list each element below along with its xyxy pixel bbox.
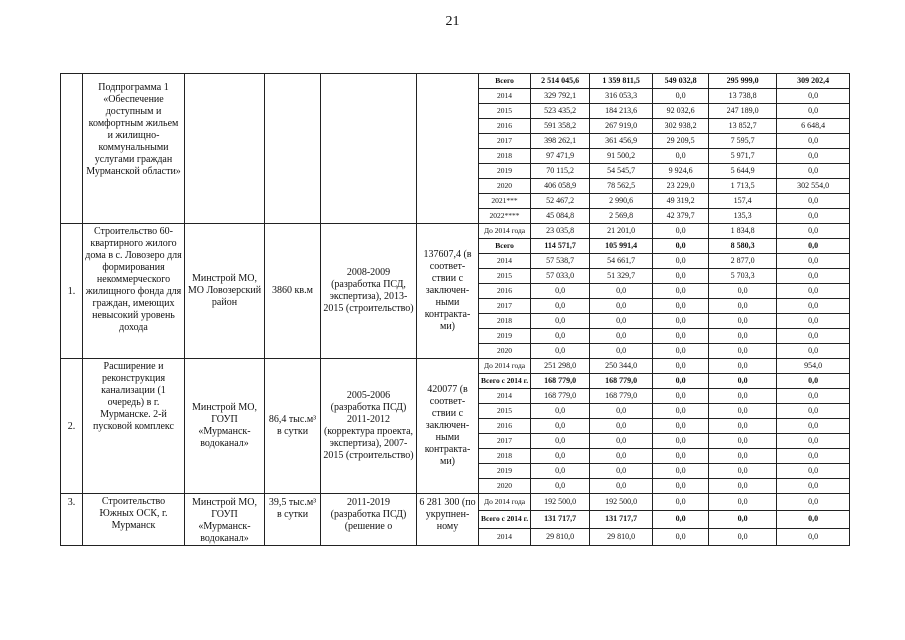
total-cell: 0,0 [531, 344, 590, 359]
year-cell: 2015 [479, 404, 531, 419]
extra-cell: 0,0 [777, 374, 850, 389]
local-cell: 0,0 [709, 374, 777, 389]
regional-cell: 0,0 [653, 528, 709, 545]
total-cell: 0,0 [531, 284, 590, 299]
period: 2008-2009 (разработка ПСД, экспертиза), 2013-2015 (строительство) [321, 224, 417, 359]
year-cell: 2020 [479, 479, 531, 494]
total-cell: 0,0 [531, 314, 590, 329]
local-cell: 247 189,0 [709, 104, 777, 119]
local-cell: 0,0 [709, 329, 777, 344]
extra-cell: 0,0 [777, 194, 850, 209]
federal-cell: 0,0 [590, 404, 653, 419]
year-cell: 2016 [479, 119, 531, 134]
year-cell: До 2014 года [479, 224, 531, 239]
federal-cell: 0,0 [590, 479, 653, 494]
extra-cell: 0,0 [777, 89, 850, 104]
year-cell: 2017 [479, 134, 531, 149]
regional-cell: 0,0 [653, 464, 709, 479]
total-cell: 45 084,8 [531, 209, 590, 224]
total-cell: 57 538,7 [531, 254, 590, 269]
federal-cell: 0,0 [590, 344, 653, 359]
regional-cell: 9 924,6 [653, 164, 709, 179]
local-cell: 1 713,5 [709, 179, 777, 194]
extra-cell: 0,0 [777, 344, 850, 359]
federal-cell: 0,0 [590, 314, 653, 329]
year-cell: 2015 [479, 269, 531, 284]
federal-cell: 78 562,5 [590, 179, 653, 194]
year-cell: 2014 [479, 254, 531, 269]
federal-cell: 21 201,0 [590, 224, 653, 239]
year-cell: До 2014 года [479, 494, 531, 511]
regional-cell: 302 938,2 [653, 119, 709, 134]
table-row [61, 494, 850, 511]
year-cell: 2022**** [479, 209, 531, 224]
table-row [61, 359, 850, 374]
row-number [61, 74, 83, 224]
extra-cell: 302 554,0 [777, 179, 850, 194]
federal-cell: 250 344,0 [590, 359, 653, 374]
local-cell: 2 877,0 [709, 254, 777, 269]
year-cell: 2019 [479, 464, 531, 479]
regional-cell: 0,0 [653, 329, 709, 344]
regional-cell: 0,0 [653, 479, 709, 494]
total-cell: 131 717,7 [531, 511, 590, 528]
total-cell: 523 435,2 [531, 104, 590, 119]
extra-cell: 0,0 [777, 104, 850, 119]
total-cell: 0,0 [531, 434, 590, 449]
extra-cell: 0,0 [777, 134, 850, 149]
page-number: 21 [445, 14, 460, 29]
regional-cell: 29 209,5 [653, 134, 709, 149]
budget-table [60, 73, 850, 546]
total-cell: 398 262,1 [531, 134, 590, 149]
total-cell: 114 571,7 [531, 239, 590, 254]
federal-cell: 184 213,6 [590, 104, 653, 119]
federal-cell: 0,0 [590, 284, 653, 299]
row-number: 1. [61, 224, 83, 359]
object-name: Строительство 60-квартирного жилого дома в с. Ловозеро для формирования некоммерческого жилищного фонда для граждан, имеющих невысокий уровень дохода [83, 224, 185, 359]
regional-cell: 92 032,6 [653, 104, 709, 119]
year-cell: 2015 [479, 104, 531, 119]
year-cell: Всего [479, 239, 531, 254]
extra-cell: 0,0 [777, 164, 850, 179]
extra-cell: 0,0 [777, 254, 850, 269]
local-cell: 5 971,7 [709, 149, 777, 164]
federal-cell: 192 500,0 [590, 494, 653, 511]
capacity: 3860 кв.м [265, 224, 321, 359]
year-cell: 2017 [479, 299, 531, 314]
total-cell: 329 792,1 [531, 89, 590, 104]
capacity [265, 74, 321, 224]
year-cell: 2019 [479, 164, 531, 179]
total-cell: 23 035,8 [531, 224, 590, 239]
extra-cell: 0,0 [777, 224, 850, 239]
extra-cell: 0,0 [777, 329, 850, 344]
local-cell: 0,0 [709, 284, 777, 299]
local-cell: 0,0 [709, 494, 777, 511]
federal-cell: 168 779,0 [590, 389, 653, 404]
regional-cell: 0,0 [653, 511, 709, 528]
local-cell: 0,0 [709, 389, 777, 404]
cost-estimate [417, 74, 479, 224]
total-cell: 251 298,0 [531, 359, 590, 374]
period [321, 74, 417, 224]
year-cell: 2017 [479, 434, 531, 449]
regional-cell: 49 319,2 [653, 194, 709, 209]
extra-cell: 0,0 [777, 149, 850, 164]
regional-cell: 0,0 [653, 284, 709, 299]
total-cell: 57 033,0 [531, 269, 590, 284]
total-cell: 0,0 [531, 299, 590, 314]
capacity: 39,5 тыс.м³ в сутки [265, 494, 321, 546]
extra-cell: 0,0 [777, 528, 850, 545]
extra-cell: 0,0 [777, 389, 850, 404]
total-cell: 192 500,0 [531, 494, 590, 511]
extra-cell: 0,0 [777, 511, 850, 528]
year-cell: 2016 [479, 284, 531, 299]
total-cell: 70 115,2 [531, 164, 590, 179]
total-cell: 406 058,9 [531, 179, 590, 194]
total-cell: 0,0 [531, 449, 590, 464]
period: 2005-2006 (разработка ПСД) 2011-2012 (корректура проекта, экспертиза), 2007-2015 (строительство) [321, 359, 417, 494]
local-cell: 0,0 [709, 434, 777, 449]
table-row [61, 224, 850, 239]
local-cell: 0,0 [709, 511, 777, 528]
regional-cell: 42 379,7 [653, 209, 709, 224]
total-cell: 0,0 [531, 479, 590, 494]
federal-cell: 1 359 811,5 [590, 74, 653, 89]
regional-cell: 0,0 [653, 89, 709, 104]
federal-cell: 316 053,3 [590, 89, 653, 104]
federal-cell: 0,0 [590, 464, 653, 479]
extra-cell: 0,0 [777, 419, 850, 434]
total-cell: 0,0 [531, 419, 590, 434]
regional-cell: 0,0 [653, 224, 709, 239]
year-cell: 2020 [479, 344, 531, 359]
extra-cell: 0,0 [777, 209, 850, 224]
federal-cell: 51 329,7 [590, 269, 653, 284]
year-cell: Всего [479, 74, 531, 89]
year-cell: 2018 [479, 149, 531, 164]
object-name: Строительство Южных ОСК, г. Мурманск [83, 494, 185, 546]
regional-cell: 0,0 [653, 149, 709, 164]
regional-cell: 0,0 [653, 389, 709, 404]
federal-cell: 0,0 [590, 329, 653, 344]
total-cell: 168 779,0 [531, 389, 590, 404]
local-cell: 0,0 [709, 528, 777, 545]
regional-cell: 0,0 [653, 254, 709, 269]
year-cell: 2014 [479, 528, 531, 545]
local-cell: 0,0 [709, 404, 777, 419]
total-cell: 0,0 [531, 329, 590, 344]
extra-cell: 0,0 [777, 464, 850, 479]
federal-cell: 105 991,4 [590, 239, 653, 254]
row-number: 2. [61, 359, 83, 494]
regional-cell: 0,0 [653, 494, 709, 511]
federal-cell: 267 919,0 [590, 119, 653, 134]
federal-cell: 29 810,0 [590, 528, 653, 545]
extra-cell: 6 648,4 [777, 119, 850, 134]
year-cell: 2014 [479, 389, 531, 404]
object-name: Расширение и реконструкция канализации (1 очередь) в г. Мурманске. 2-й пусковой комплекс [83, 359, 185, 494]
local-cell: 7 595,7 [709, 134, 777, 149]
extra-cell: 309 202,4 [777, 74, 850, 89]
total-cell: 0,0 [531, 404, 590, 419]
extra-cell: 0,0 [777, 494, 850, 511]
federal-cell: 0,0 [590, 299, 653, 314]
total-cell: 2 514 045,6 [531, 74, 590, 89]
table-row [61, 74, 850, 89]
year-cell: 2016 [479, 419, 531, 434]
federal-cell: 54 661,7 [590, 254, 653, 269]
extra-cell: 0,0 [777, 239, 850, 254]
federal-cell: 0,0 [590, 419, 653, 434]
total-cell: 29 810,0 [531, 528, 590, 545]
regional-cell: 0,0 [653, 434, 709, 449]
local-cell: 0,0 [709, 449, 777, 464]
year-cell: 2021*** [479, 194, 531, 209]
total-cell: 97 471,9 [531, 149, 590, 164]
federal-cell: 2 569,8 [590, 209, 653, 224]
cost-estimate: 6 281 300 (по укрупнен-ному [417, 494, 479, 546]
regional-cell: 0,0 [653, 314, 709, 329]
regional-cell: 0,0 [653, 344, 709, 359]
period: 2011-2019 (разработка ПСД) (решение о [321, 494, 417, 546]
regional-cell: 549 032,8 [653, 74, 709, 89]
regional-cell: 0,0 [653, 374, 709, 389]
total-cell: 591 358,2 [531, 119, 590, 134]
year-cell: 2014 [479, 89, 531, 104]
local-cell: 0,0 [709, 419, 777, 434]
extra-cell: 0,0 [777, 449, 850, 464]
extra-cell: 954,0 [777, 359, 850, 374]
object-name: Подпрограмма 1 «Обеспечение доступным и комфортным жильем и жилищно-коммунальными услугами граждан Мурманской области» [83, 74, 185, 224]
extra-cell: 0,0 [777, 269, 850, 284]
local-cell: 0,0 [709, 359, 777, 374]
local-cell: 0,0 [709, 314, 777, 329]
regional-cell: 0,0 [653, 419, 709, 434]
local-cell: 1 834,8 [709, 224, 777, 239]
extra-cell: 0,0 [777, 434, 850, 449]
year-cell: 2018 [479, 314, 531, 329]
executor: Минстрой МО, ГОУП «Мурманск-водоканал» [185, 494, 265, 546]
extra-cell: 0,0 [777, 479, 850, 494]
federal-cell: 0,0 [590, 449, 653, 464]
regional-cell: 0,0 [653, 404, 709, 419]
year-cell: До 2014 года [479, 359, 531, 374]
cost-estimate: 137607,4 (в соответ-ствии с заключен-ными контракта-ми) [417, 224, 479, 359]
regional-cell: 0,0 [653, 449, 709, 464]
extra-cell: 0,0 [777, 299, 850, 314]
local-cell: 0,0 [709, 464, 777, 479]
regional-cell: 0,0 [653, 239, 709, 254]
year-cell: 2020 [479, 179, 531, 194]
local-cell: 8 580,3 [709, 239, 777, 254]
year-cell: Всего с 2014 г. [479, 511, 531, 528]
extra-cell: 0,0 [777, 404, 850, 419]
local-cell: 157,4 [709, 194, 777, 209]
federal-cell: 131 717,7 [590, 511, 653, 528]
total-cell: 168 779,0 [531, 374, 590, 389]
federal-cell: 361 456,9 [590, 134, 653, 149]
regional-cell: 0,0 [653, 269, 709, 284]
year-cell: 2018 [479, 449, 531, 464]
extra-cell: 0,0 [777, 284, 850, 299]
federal-cell: 0,0 [590, 434, 653, 449]
total-cell: 0,0 [531, 464, 590, 479]
executor: Минстрой МО, МО Ловозерский район [185, 224, 265, 359]
row-number: 3. [61, 494, 83, 546]
cost-estimate: 420077 (в соответ-ствии с заключен-ными контракта-ми) [417, 359, 479, 494]
local-cell: 0,0 [709, 344, 777, 359]
capacity: 86,4 тыс.м³ в сутки [265, 359, 321, 494]
year-cell: Всего с 2014 г. [479, 374, 531, 389]
local-cell: 295 999,0 [709, 74, 777, 89]
local-cell: 5 703,3 [709, 269, 777, 284]
executor: Минстрой МО, ГОУП «Мурманск-водоканал» [185, 359, 265, 494]
local-cell: 13 738,8 [709, 89, 777, 104]
local-cell: 0,0 [709, 479, 777, 494]
extra-cell: 0,0 [777, 314, 850, 329]
local-cell: 0,0 [709, 299, 777, 314]
regional-cell: 0,0 [653, 359, 709, 374]
regional-cell: 23 229,0 [653, 179, 709, 194]
executor [185, 74, 265, 224]
year-cell: 2019 [479, 329, 531, 344]
local-cell: 13 852,7 [709, 119, 777, 134]
total-cell: 52 467,2 [531, 194, 590, 209]
table-body [61, 74, 850, 546]
federal-cell: 168 779,0 [590, 374, 653, 389]
federal-cell: 91 500,2 [590, 149, 653, 164]
federal-cell: 2 990,6 [590, 194, 653, 209]
regional-cell: 0,0 [653, 299, 709, 314]
local-cell: 5 644,9 [709, 164, 777, 179]
local-cell: 135,3 [709, 209, 777, 224]
federal-cell: 54 545,7 [590, 164, 653, 179]
